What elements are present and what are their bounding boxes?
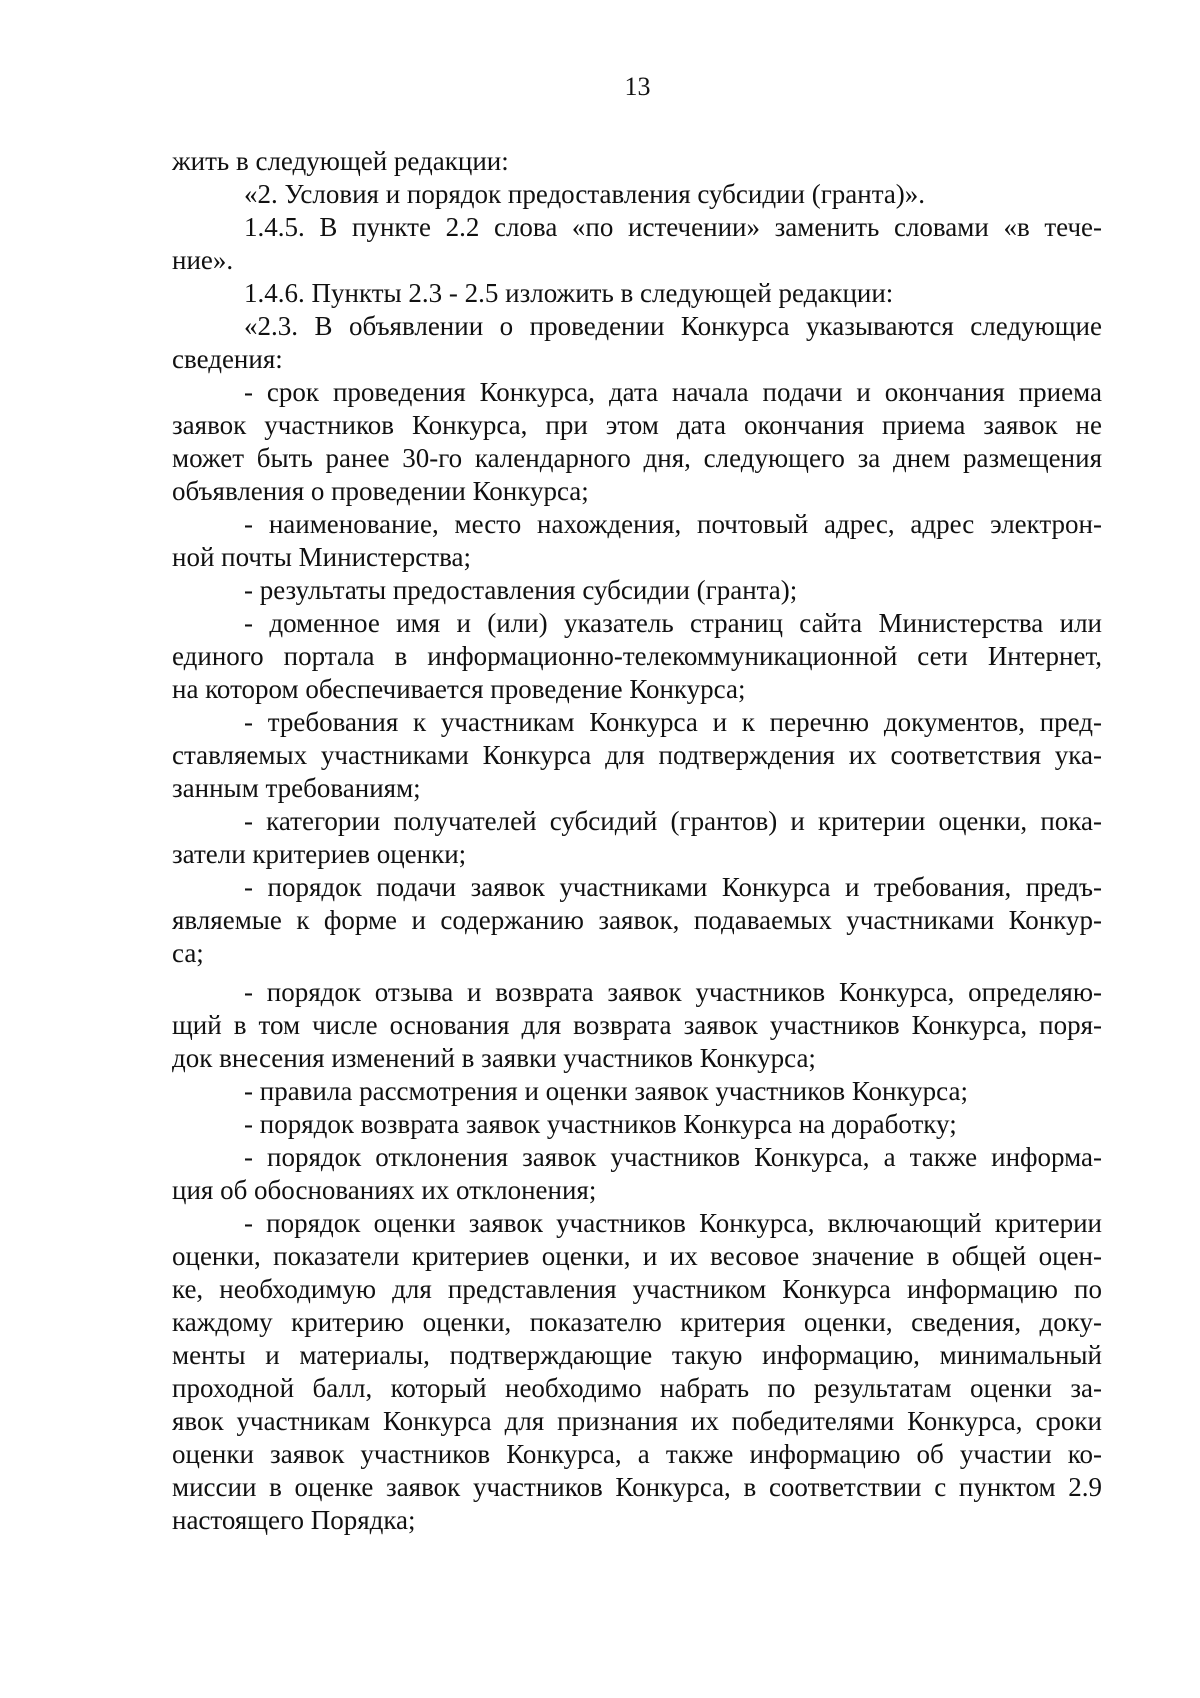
text-line: - порядок возврата заявок участников Конкурса на доработку; [244,1109,957,1139]
text-line: являемые к форме и содержанию заявок, подаваемых участниками Конкур- [172,905,1102,935]
text-line: док внесения изменений в заявки участников Конкурса; [172,1043,816,1073]
text-line: - результаты предоставления субсидии (гранта); [244,575,798,605]
text-line: миссии в оценке заявок участников Конкурса, в соответствии с пунктом 2.9 [172,1472,1102,1502]
text-line: - порядок отзыва и возврата заявок участников Конкурса, определяю- [244,977,1102,1007]
text-line: объявления о проведении Конкурса; [172,476,589,506]
text-line: может быть ранее 30-го календарного дня, следующего за днем размещения [172,443,1102,473]
text-line: заявок участников Конкурса, при этом дата окончания приема заявок не [172,410,1102,440]
text-line: - категории получателей субсидий (грантов) и критерии оценки, пока- [244,806,1102,836]
text-line: менты и материалы, подтверждающие такую информацию, минимальный [172,1340,1102,1370]
text-line: - наименование, место нахождения, почтовый адрес, адрес электрон- [244,509,1102,539]
text-line: - порядок подачи заявок участниками Конкурса и требования, предъ- [244,872,1102,902]
text-line: ной почты Министерства; [172,542,471,572]
text-line: занным требованиям; [172,773,421,803]
text-line: оценки заявок участников Конкурса, а также информацию об участии ко- [172,1439,1102,1469]
text-line: - правила рассмотрения и оценки заявок участников Конкурса; [244,1076,968,1106]
text-line: явок участникам Конкурса для признания их победителями Конкурса, сроки [172,1406,1102,1436]
text-line: - порядок отклонения заявок участников Конкурса, а также информа- [244,1142,1102,1172]
text-line: каждому критерию оценки, показателю критерия оценки, сведения, доку- [172,1307,1102,1337]
text-line: - требования к участникам Конкурса и к перечню документов, пред- [244,707,1102,737]
text-line: затели критериев оценки; [172,839,467,869]
text-line: ставляемых участниками Конкурса для подтверждения их соответствия ука- [172,740,1102,770]
text-line: жить в следующей редакции: [172,146,509,176]
text-line: оценки, показатели критериев оценки, и их весовое значение в общей оцен- [172,1241,1102,1271]
text-line: на котором обеспечивается проведение Конкурса; [172,674,746,704]
text-line: - порядок оценки заявок участников Конкурса, включающий критерии [244,1208,1102,1238]
document-body [172,145,1102,1537]
text-line: са; [172,938,204,968]
text-line: 1.4.5. В пункте 2.2 слова «по истечении» заменить словами «в тече- [244,212,1102,242]
text-line: ция об обоснованиях их отклонения; [172,1175,597,1205]
text-line: 1.4.6. Пункты 2.3 - 2.5 изложить в следующей редакции: [244,278,894,308]
text-line: «2. Условия и порядок предоставления субсидии (гранта)». [244,179,926,209]
text-line: проходной балл, который необходимо набрать по результатам оценки за- [172,1373,1102,1403]
text-line: «2.3. В объявлении о проведении Конкурса указываются следующие [244,311,1102,341]
text-line: единого портала в информационно-телекоммуникационной сети Интернет, [172,641,1102,671]
text-line: сведения: [172,344,283,374]
text-line: ке, необходимую для представления участником Конкурса информацию по [172,1274,1102,1304]
text-line: настоящего Порядка; [172,1505,416,1535]
text-line: - срок проведения Конкурса, дата начала подачи и окончания приема [244,377,1102,407]
text-line: щий в том числе основания для возврата заявок участников Конкурса, поря- [172,1010,1102,1040]
text-line: - доменное имя и (или) указатель страниц сайта Министерства или [244,608,1102,638]
page-number: 13 [624,72,651,101]
text-line: ние». [172,245,234,275]
